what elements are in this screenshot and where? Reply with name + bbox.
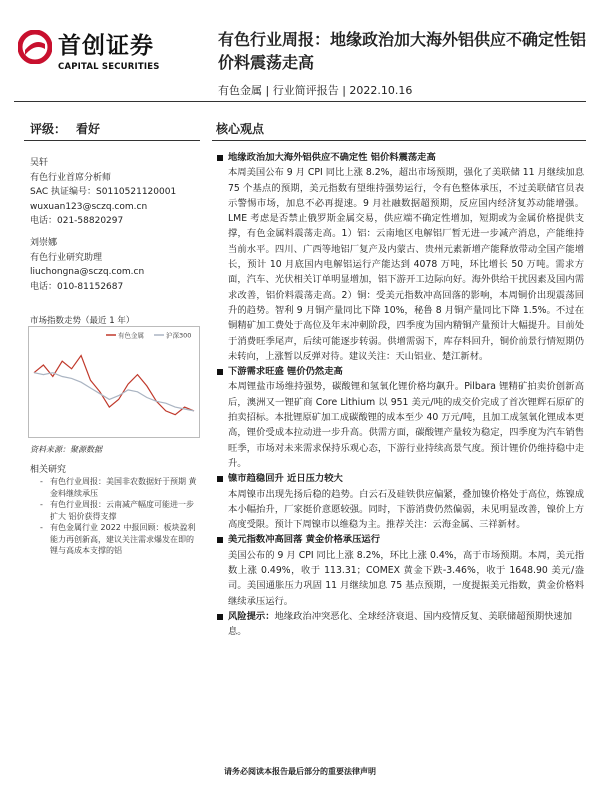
section-paragraph: 本周美国公布 9 月 CPI 同比上涨 8.2%，超出市场预期，强化了美联储 11 月继续加息 75 个基点的预期，美元指数有望维持强势运行，令有色整体承压，不过美联储官员表示警惕市场，加息不必再提速。9 月社融数据超预期，反应国内经济复苏动能增强。LME 考虑是否禁止俄罗斯金属交易，供应端不确定性增加，短期或为金属价格提供支撑，有色金属料震荡走高。1）铝：云南地区电解铝厂暂无进一步减产消息，产能维持当前水平。四川、广西等地铝厂复产及内蒙古、贵州元素新增产能释放带动全国产能增长，预计 10 月底国内电解铝运行产能达到 4078 万吨，环比增长 50 万吨。需求方面，汽车、光伏相关订单明显增加，铝下游开工边际向好。海外供给干扰因素及国内需求改善，铝价料震荡走高。2）铜：受美元指数冲高回落的影响，本周铜价出现震荡回升的趋势。智利 9 月铜产量同比下降 10%，秘鲁 8 月铜产量同比下降 1.5%。不过在铜精矿加工费处于高位及年末冲刺阶段，四季度为国内精铜产量预计大幅提升。目前处于消费旺季尾声，后续可能逐步转弱。供增需弱下，库存料回升，铜价前景行情短期仍未转向，上涨暂以反弹对待。建议关注：天山铝业、楚江新材。 [228, 167, 584, 362]
core-view-body [216, 150, 584, 640]
section-heading: 镍市趋稳回升 近日压力较大 [216, 471, 584, 486]
section [216, 471, 584, 532]
rating-divider [24, 140, 200, 141]
analyst-cert: SAC 执证编号：S0110521120001 [30, 187, 177, 197]
rating [30, 120, 100, 137]
logo-name-cn: 首创证券 [58, 33, 154, 59]
header-divider [14, 101, 586, 102]
analyst-email[interactable]: wuxuan123@sczq.com.cn [30, 201, 148, 212]
section-paragraph: 本周锂盐市场维持强势，碳酸锂和氢氧化锂价格均飙升。Pilbara 锂精矿拍卖价创新高后，澳洲又一锂矿商 Core Lithium 以 951 美元/吨的成交价完成了首次锂辉石原矿的拍卖招标。本批锂原矿加工成碳酸锂的成本至少 40 万元/吨，且加工成氢氧化锂成本更高，锂价受成本拉动进一步升高。供需方面，碳酸锂产量较为稳定，四季度为汽车销售旺季，市场对未来需求保持乐观心态，下游行业持续高景气度。预计锂价仍维持稳中走升。 [228, 381, 584, 469]
risk-label: 风险提示： [228, 610, 275, 622]
related-research-link[interactable]: - 有色金属行业 2022 中报回顾：板块盈利能力再创新高，建议关注需求爆发在即的锂与高成本支撑的铝 [40, 522, 200, 557]
section-paragraph: 本周镍市出现先扬后稳的趋势。白云石及硅铁供应偏紧，叠加镍价格处于高位，炼镍成本小幅抬升，厂家挺价意愿较强。同时，下游消费仍然偏弱，未见明显改善，镍价上方高度受限。预计下周镍市以维稳为主。推荐关注：云海金属、三祥新材。 [228, 488, 584, 531]
section [216, 364, 584, 471]
related-research-link[interactable]: - 有色行业周报：美国非农数据好于预期 黄金料继续承压 [40, 476, 200, 499]
rating-value: 看好 [76, 122, 101, 136]
risk-warning [216, 609, 584, 640]
legend-label: 沪深300 [166, 331, 192, 340]
report-meta: 有色金属 | 行业简评报告 | 2022.10.16 [218, 84, 413, 97]
analyst-phone: 电话：010-81152687 [30, 281, 124, 292]
legal-footer: 请务必阅读本报告最后部分的重要法律声明 [224, 767, 376, 776]
related-research-link[interactable]: - 有色行业周报：云南减产幅度可能进一步扩大 铝价获得支撑 [40, 499, 200, 522]
legend-label: 有色金属 [118, 331, 144, 340]
section-heading: 美元指数冲高回落 黄金价格承压运行 [216, 532, 584, 547]
analyst-email[interactable]: liuchongna@sczq.com.cn [30, 267, 145, 277]
analyst-name: 吴轩 [30, 158, 49, 168]
logo-name-en: CAPITAL SECURITIES [58, 62, 160, 72]
chart-title: 市场指数走势（最近 1 年） [30, 316, 135, 326]
risk-text: 地缘政治冲突恶化、全球经济衰退、国内疫情反复、美联储超预期快速加息。 [228, 610, 573, 638]
analyst-card [30, 236, 205, 294]
section [216, 150, 584, 364]
logo-mark-icon [18, 30, 52, 64]
section-paragraph: 美国公布的 9 月 CPI 同比上涨 8.2%，环比上涨 0.4%，高于市场预期。本周，美元指数上涨 0.49%，收于 113.31；COMEX 黄金下跌-3.46%，收于 1648.90 美元/盎司。美国通胀压力巩固 11 月继续加息 75 基点预期，一度提振美元指数，黄金价格料继续承压运行。 [228, 549, 584, 607]
core-view-divider [212, 140, 586, 141]
analyst-title: 有色行业研究助理 [30, 252, 103, 263]
chart-frame [29, 327, 200, 438]
analyst-card [30, 156, 205, 229]
core-view-title: 核心观点 [216, 122, 265, 136]
chart-source: 资料来源：聚源数据 [30, 445, 102, 454]
analyst-name: 刘崇娜 [30, 238, 58, 248]
section [216, 532, 584, 608]
related-research-title: 相关研究 [30, 465, 67, 475]
related-research-list [40, 476, 200, 557]
section-heading: 下游需求旺盛 锂价仍然走高 [216, 364, 584, 379]
analyst-title: 有色行业首席分析师 [30, 172, 112, 183]
section-heading: 地缘政治加大海外铝供应不确定性 铝价料震荡走高 [216, 150, 584, 165]
market-index-chart [28, 326, 200, 438]
report-title: 有色行业周报：地缘政治加大海外铝供应不确定性铝价料震荡走高 [218, 30, 587, 72]
analyst-phone: 电话：021-58820297 [30, 216, 124, 226]
rating-label: 评级： [30, 122, 67, 136]
company-logo [18, 30, 193, 76]
